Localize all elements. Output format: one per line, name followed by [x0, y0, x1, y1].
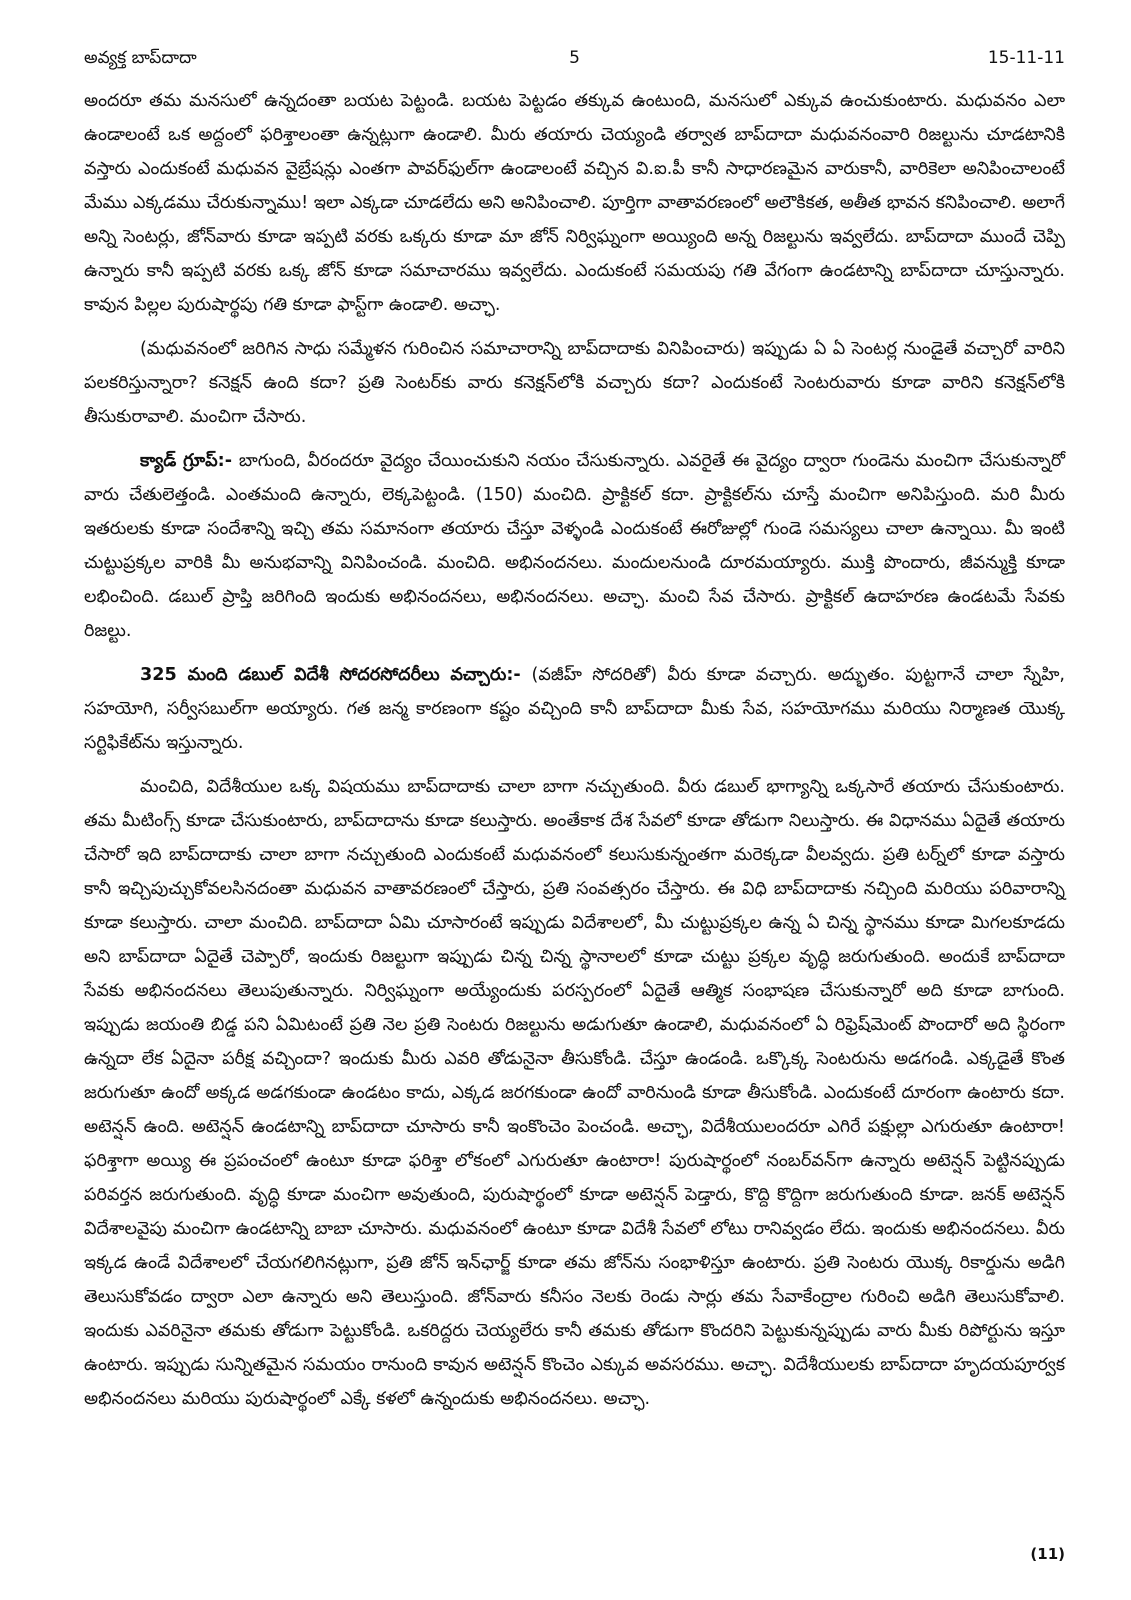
page-footer-ref: (11): [1030, 1545, 1065, 1563]
paragraph-3: [84, 444, 1065, 648]
paragraph-4: [84, 658, 1065, 760]
paragraph-4-text: (వజీహ్ సోదరితో) వీరు కూడా వచ్చారు. అద్భుతం. పుట్టగానే చాలా స్నేహి, సహయోగి, సర్వీసబుల్‌గా అయ్యారు. గత జన్మ కారణంగా కష్టం వచ్చింది కానీ బాప్‌దాదా మీకు సేవ, సహయోగము మరియు నిర్మాణత యొక్క సర్టిఫికేట్‌ను ఇస్తున్నారు.: [84, 665, 1065, 753]
paragraph-5-text: మంచిది, విదేశీయుల ఒక్క విషయము బాప్‌దాదాకు చాలా బాగా నచ్చుతుంది. వీరు డబుల్ భాగ్యాన్ని ఒక్కసారే తయారు చేసుకుంటారు. తమ మీటింగ్స్ కూడా చేసుకుంటారు, బాప్‌దాదాను కూడా కలుస్తారు. అంతేకాక దేశ సేవలో కూడా తోడుగా నిలుస్తారు. ఈ విధానము ఏదైతే తయారు చేసారో ఇది బాప్‌దాదాకు చాలా బాగా నచ్చుతుంది ఎందుకంటే మధువనంలో కలుసుకున్నంతగా మరెక్కడా వీలవ్వదు. ప్రతి టర్న్‌లో కూడా వస్తారు కానీ ఇచ్చిపుచ్చుకోవలసినదంతా మధువన వాతావరణంలో చేస్తారు, ప్రతి సంవత్సరం చేస్తారు. ఈ విధి బాప్‌దాదాకు నచ్చింది మరియు పరివారాన్ని కూడా కలుస్తారు. చాలా మంచిది. బాప్‌దాదా ఏమి చూసారంటే ఇప్పుడు విదేశాలలో, మీ చుట్టుప్రక్కల ఉన్న ఏ చిన్న స్థానము కూడా మిగలకూడదు అని బాప్‌దాదా ఏదైతే చెప్పారో, ఇందుకు రిజల్టుగా ఇప్పుడు చిన్న చిన్న స్థానాలలో కూడా చుట్టు ప్రక్కల వృద్ధి జరుగుతుంది. అందుకే బాప్‌దాదా సేవకు అభినందనలు తెలుపుతున్నారు. నిర్విఘ్నంగా అయ్యేందుకు పరస్పరంలో ఏదైతే ఆత్మిక సంభాషణ చేసుకున్నారో అది కూడా బాగుంది. ఇప్పుడు జయంతి బిడ్డ పని ఏమిటంటే ప్రతి నెల ప్రతి సెంటరు రిజల్టును అడుగుతూ ఉండాలి, మధువనంలో ఏ రిఫ్రెష్‌మెంట్ పొందారో అది స్థిరంగా ఉన్నదా లేక ఏదైనా పరీక్ష వచ్చిందా? ఇందుకు మీరు ఎవరి తోడునైనా తీసుకోండి. చేస్తూ ఉండండి. ఒక్కొక్క సెంటరును అడగండి. ఎక్కడైతే కొంత జరుగుతూ ఉందో అక్కడ అడగకుండా ఉండటం కాదు, ఎక్కడ జరగకుండా ఉందో వారినుండి కూడా తీసుకోండి. ఎందుకంటే దూరంగా ఉంటారు కదా. అటెన్షన్ ఉంది. అటెన్షన్ ఉండటాన్ని బాప్‌దాదా చూసారు కానీ ఇంకొంచెం పెంచండి. అచ్ఛా, విదేశీయులందరూ ఎగిరే పక్షుల్లా ఎగురుతూ ఉంటారా! ఫరిశ్తాగా అయ్యి ఈ ప్రపంచంలో ఉంటూ కూడా ఫరిశ్తా లోకంలో ఎగురుతూ ఉంటారా! పురుషార్థంలో నంబర్‌వన్‌గా ఉన్నారు అటెన్షన్ పెట్టినప్పుడు పరివర్తన జరుగుతుంది. వృద్ధి కూడా మంచిగా అవుతుంది, పురుషార్థంలో కూడా అటెన్షన్ పెడ్తారు, కొద్ది కొద్దిగా జరుగుతుంది కూడా. జనక్ అటెన్షన్ విదేశాలవైపు మంచిగా ఉండటాన్ని బాబా చూసారు. మధువనంలో ఉంటూ కూడా విదేశీ సేవలో లోటు రానివ్వడం లేదు. ఇందుకు అభినందనలు. వీరు ఇక్కడ ఉండే విదేశాలలో చేయగలిగినట్లుగా, ప్రతి జోన్ ఇన్‌ఛార్జ్ కూడా తమ జోన్‌ను సంభాళిస్తూ ఉంటారు. ప్రతి సెంటరు యొక్క రికార్డును అడిగి తెలుసుకోవడం ద్వారా ఎలా ఉన్నారు అని తెలుస్తుంది. జోన్‌వారు కనీసం నెలకు రెండు సార్లు తమ సేవాకేంద్రాల గురించి అడిగి తెలుసుకోవాలి. ఇందుకు ఎవరినైనా తమకు తోడుగా పెట్టుకోండి. ఒకరిద్దరు చెయ్యలేరు కానీ తమకు తోడుగా కొందరిని పెట్టుకున్నప్పుడు వారు మీకు రిపోర్టును ఇస్తూ ఉంటారు. ఇప్పుడు సున్నితమైన సమయం రానుంది కావున అటెన్షన్ కొంచెం ఎక్కువ అవసరము. అచ్ఛా. విదేశీయులకు బాప్‌దాదా హృదయపూర్వక అభినందనలు మరియు పురుషార్థంలో ఎక్కే కళలో ఉన్నందుకు అభినందనలు. అచ్ఛా.: [84, 777, 1065, 1409]
document-body: [84, 84, 1065, 1416]
header-title: అవ్యక్త బాప్‌దాదా: [84, 48, 197, 68]
header-page-number: 5: [569, 48, 580, 68]
paragraph-2: [84, 332, 1065, 434]
paragraph-4-heading: 325 మంది డబుల్ విదేశీ సోదరసోదరీలు వచ్చారు:-: [140, 665, 532, 685]
page-header: [84, 48, 1065, 78]
paragraph-1-text: అందరూ తమ మనసులో ఉన్నదంతా బయట పెట్టండి. బయట పెట్టడం తక్కువ ఉంటుంది, మనసులో ఎక్కువ ఉంచుకుంటారు. మధువనం ఎలా ఉండాలంటే ఒక అద్దంలో ఫరిశ్తాలంతా ఉన్నట్లుగా ఉండాలి. మీరు తయారు చెయ్యండి తర్వాత బాప్‌దాదా మధువనంవారి రిజల్టును చూడటానికి వస్తారు ఎందుకంటే మధువన వైబ్రేషన్లు ఎంతగా పావర్‌ఫుల్‌గా ఉండాలంటే వచ్చిన వి.ఐ.పీ కానీ సాధారణమైన వారుకానీ, వారికెలా అనిపించాలంటే మేము ఎక్కడము చేరుకున్నాము! ఇలా ఎక్కడా చూడలేదు అని అనిపించాలి. పూర్తిగా వాతావరణంలో అలౌకికత, అతీత భావన కనిపించాలి. అలాగే అన్ని సెంటర్లు, జోన్‌వారు కూడా ఇప్పటి వరకు ఒక్కరు కూడా మా జోన్ నిర్విఘ్నంగా అయ్యింది అన్న రిజల్టును ఇవ్వలేదు. బాప్‌దాదా ముందే చెప్పి ఉన్నారు కానీ ఇప్పటి వరకు ఒక్క జోన్ కూడా సమాచారము ఇవ్వలేదు. ఎందుకంటే సమయపు గతి వేగంగా ఉండటాన్ని బాప్‌దాదా చూస్తున్నారు. కావున పిల్లల పురుషార్థపు గతి కూడా ఫాస్ట్‌గా ఉండాలి. అచ్ఛా.: [84, 91, 1065, 315]
paragraph-3-text: బాగుంది, వీరందరూ వైద్యం చేయించుకుని నయం చేసుకున్నారు. ఎవరైతే ఈ వైద్యం ద్వారా గుండెను మంచిగా చేసుకున్నారో వారు చేతులెత్తండి. ఎంతమంది ఉన్నారు, లెక్కపెట్టండి. (150) మంచిది. ప్రాక్టికల్ కదా. ప్రాక్టికల్‌ను చూస్తే మంచిగా అనిపిస్తుంది. మరి మీరు ఇతరులకు కూడా సందేశాన్ని ఇచ్చి తమ సమానంగా తయారు చేస్తూ వెళ్ళండి ఎందుకంటే ఈరోజుల్లో గుండె సమస్యలు చాలా ఉన్నాయి. మీ ఇంటి చుట్టుప్రక్కల వారికి మీ అనుభవాన్ని వినిపించండి. మంచిది. అభినందనలు. మందులనుండి దూరమయ్యారు. ముక్తి పొందారు, జీవన్ముక్తి కూడా లభించింది. డబుల్ ప్రాప్తి జరిగింది ఇందుకు అభినందనలు, అభినందనలు. అచ్ఛా. మంచి సేవ చేసారు. ప్రాక్టికల్ ఉదాహరణ ఉండటమే సేవకు రిజల్టు.: [84, 451, 1065, 641]
paragraph-2-text: (మధువనంలో జరిగిన సాధు సమ్మేళన గురించిన సమాచారాన్ని బాప్‌దాదాకు వినిపించారు) ఇప్పుడు ఏ ఏ సెంటర్ల నుండైతే వచ్చారో వారిని పలకరిస్తున్నారా? కనెక్షన్ ఉంది కదా? ప్రతి సెంటర్‌కు వారు కనెక్షన్‌లోకి వచ్చారు కదా? ఎందుకంటే సెంటరువారు కూడా వారిని కనెక్షన్‌లోకి తీసుకురావాలి. మంచిగా చేసారు.: [84, 339, 1065, 427]
paragraph-1: [84, 84, 1065, 322]
paragraph-3-heading: క్యాడ్ గ్రూప్:-: [140, 451, 239, 471]
header-date: 15-11-11: [987, 48, 1065, 68]
paragraph-5: [84, 770, 1065, 1416]
